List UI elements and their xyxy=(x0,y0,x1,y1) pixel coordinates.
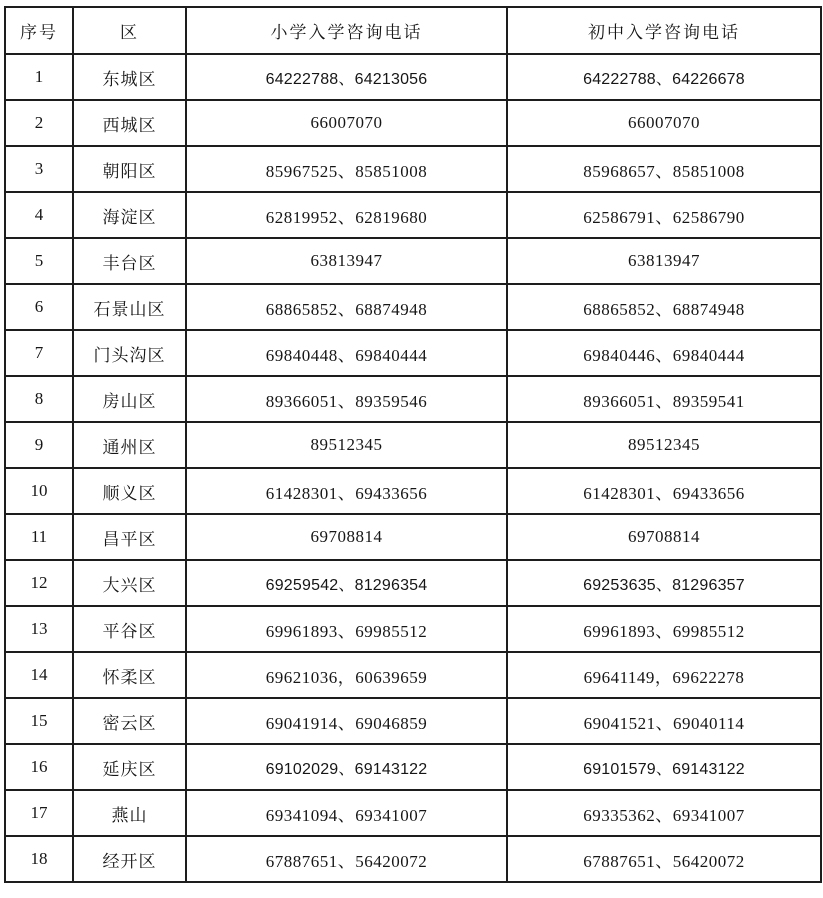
header-index: 序号 xyxy=(5,7,73,54)
district-cell: 密云区 xyxy=(73,698,186,744)
row-index-cell: 17 xyxy=(5,790,73,836)
district-cell: 石景山区 xyxy=(73,284,186,330)
district-cell: 门头沟区 xyxy=(73,330,186,376)
district-cell: 朝阳区 xyxy=(73,146,186,192)
junior-phone-cell: 85968657、85851008 xyxy=(507,146,821,192)
table-row xyxy=(5,192,821,238)
district-cell: 东城区 xyxy=(73,54,186,100)
district-cell: 大兴区 xyxy=(73,560,186,606)
table-body xyxy=(5,54,821,882)
primary-phone-cell: 68865852、68874948 xyxy=(186,284,507,330)
junior-phone-cell: 63813947 xyxy=(507,238,821,284)
district-cell: 燕山 xyxy=(73,790,186,836)
primary-phone-cell: 69961893、69985512 xyxy=(186,606,507,652)
junior-phone-cell: 66007070 xyxy=(507,100,821,146)
primary-phone-cell: 69840448、69840444 xyxy=(186,330,507,376)
district-cell: 顺义区 xyxy=(73,468,186,514)
primary-phone-cell: 85967525、85851008 xyxy=(186,146,507,192)
district-cell: 昌平区 xyxy=(73,514,186,560)
junior-phone-cell: 69101579、69143122 xyxy=(507,744,821,790)
table-row xyxy=(5,238,821,284)
district-cell: 丰台区 xyxy=(73,238,186,284)
junior-phone-cell: 69708814 xyxy=(507,514,821,560)
row-index-cell: 16 xyxy=(5,744,73,790)
district-cell: 西城区 xyxy=(73,100,186,146)
primary-phone-cell: 62819952、62819680 xyxy=(186,192,507,238)
junior-phone-cell: 69641149，69622278 xyxy=(507,652,821,698)
table-row xyxy=(5,560,821,606)
row-index-cell: 7 xyxy=(5,330,73,376)
primary-phone-cell: 89512345 xyxy=(186,422,507,468)
row-index-cell: 12 xyxy=(5,560,73,606)
primary-phone-cell: 89366051、89359546 xyxy=(186,376,507,422)
table-row xyxy=(5,790,821,836)
table-row xyxy=(5,376,821,422)
junior-phone-cell: 69335362、69341007 xyxy=(507,790,821,836)
junior-phone-cell: 64222788、64226678 xyxy=(507,54,821,100)
district-cell: 经开区 xyxy=(73,836,186,882)
header-junior-phone: 初中入学咨询电话 xyxy=(507,7,821,54)
table-row xyxy=(5,284,821,330)
primary-phone-cell: 69341094、69341007 xyxy=(186,790,507,836)
table-row xyxy=(5,744,821,790)
table-row xyxy=(5,606,821,652)
row-index-cell: 13 xyxy=(5,606,73,652)
row-index-cell: 2 xyxy=(5,100,73,146)
row-index-cell: 14 xyxy=(5,652,73,698)
junior-phone-cell: 67887651、56420072 xyxy=(507,836,821,882)
district-cell: 平谷区 xyxy=(73,606,186,652)
table-row xyxy=(5,100,821,146)
primary-phone-cell: 69708814 xyxy=(186,514,507,560)
district-cell: 房山区 xyxy=(73,376,186,422)
primary-phone-cell: 69041914、69046859 xyxy=(186,698,507,744)
table-row xyxy=(5,146,821,192)
row-index-cell: 5 xyxy=(5,238,73,284)
junior-phone-cell: 89366051、89359541 xyxy=(507,376,821,422)
table-row xyxy=(5,468,821,514)
district-cell: 通州区 xyxy=(73,422,186,468)
table-row xyxy=(5,836,821,882)
table-row xyxy=(5,698,821,744)
header-row xyxy=(5,7,821,54)
primary-phone-cell: 69102029、69143122 xyxy=(186,744,507,790)
table-row xyxy=(5,514,821,560)
row-index-cell: 15 xyxy=(5,698,73,744)
primary-phone-cell: 69621036，60639659 xyxy=(186,652,507,698)
primary-phone-cell: 69259542、81296354 xyxy=(186,560,507,606)
row-index-cell: 1 xyxy=(5,54,73,100)
row-index-cell: 8 xyxy=(5,376,73,422)
header-primary-phone: 小学入学咨询电话 xyxy=(186,7,507,54)
primary-phone-cell: 67887651、56420072 xyxy=(186,836,507,882)
junior-phone-cell: 62586791、62586790 xyxy=(507,192,821,238)
primary-phone-cell: 66007070 xyxy=(186,100,507,146)
row-index-cell: 10 xyxy=(5,468,73,514)
table-row xyxy=(5,330,821,376)
junior-phone-cell: 69840446、69840444 xyxy=(507,330,821,376)
table-header xyxy=(5,7,821,54)
enrollment-phone-table xyxy=(4,6,822,883)
header-district: 区 xyxy=(73,7,186,54)
row-index-cell: 11 xyxy=(5,514,73,560)
table-row xyxy=(5,422,821,468)
junior-phone-cell: 89512345 xyxy=(507,422,821,468)
primary-phone-cell: 61428301、69433656 xyxy=(186,468,507,514)
junior-phone-cell: 69961893、69985512 xyxy=(507,606,821,652)
table-row xyxy=(5,652,821,698)
row-index-cell: 4 xyxy=(5,192,73,238)
primary-phone-cell: 64222788、64213056 xyxy=(186,54,507,100)
row-index-cell: 18 xyxy=(5,836,73,882)
district-cell: 延庆区 xyxy=(73,744,186,790)
district-cell: 怀柔区 xyxy=(73,652,186,698)
junior-phone-cell: 69041521、69040114 xyxy=(507,698,821,744)
junior-phone-cell: 69253635、81296357 xyxy=(507,560,821,606)
table-row xyxy=(5,54,821,100)
junior-phone-cell: 68865852、68874948 xyxy=(507,284,821,330)
junior-phone-cell: 61428301、69433656 xyxy=(507,468,821,514)
row-index-cell: 6 xyxy=(5,284,73,330)
row-index-cell: 3 xyxy=(5,146,73,192)
row-index-cell: 9 xyxy=(5,422,73,468)
primary-phone-cell: 63813947 xyxy=(186,238,507,284)
district-cell: 海淀区 xyxy=(73,192,186,238)
